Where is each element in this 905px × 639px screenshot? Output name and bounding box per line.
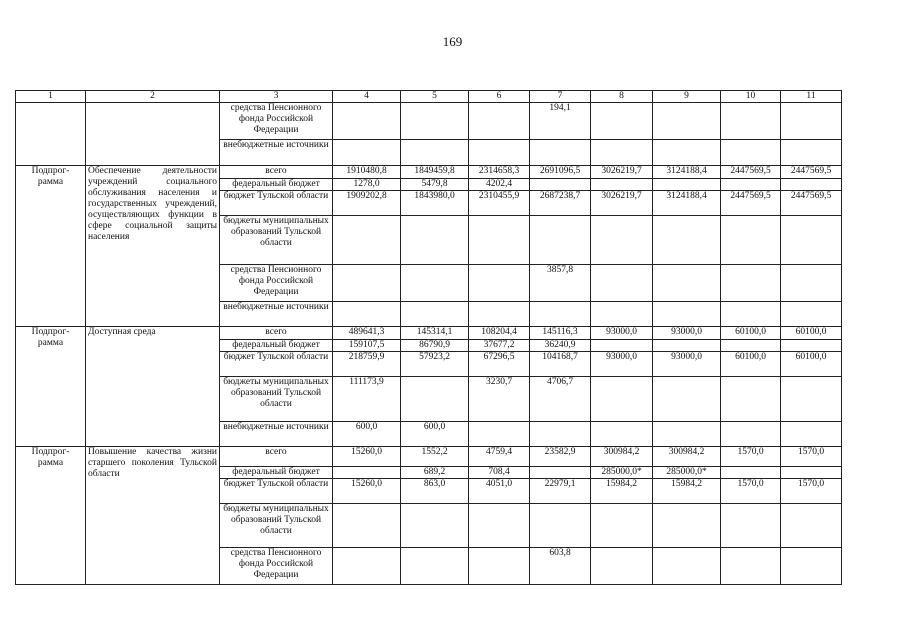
- value-cell: [401, 103, 469, 140]
- column-header: 5: [401, 91, 469, 103]
- value-cell: [530, 504, 591, 548]
- column-header: 3: [220, 91, 333, 103]
- funding-source-cell: внебюджетные источники: [220, 140, 333, 166]
- value-cell: 60100,0: [781, 327, 842, 340]
- value-cell: [401, 216, 469, 265]
- value-cell: [721, 179, 781, 191]
- value-cell: 1570,0: [781, 479, 842, 504]
- value-cell: [401, 302, 469, 327]
- value-cell: 218759,9: [333, 352, 401, 377]
- value-cell: [591, 140, 653, 166]
- table-row: [16, 166, 842, 179]
- value-cell: 2691096,5: [530, 166, 591, 179]
- value-cell: 1552,2: [401, 447, 469, 467]
- value-cell: [530, 179, 591, 191]
- value-cell: 3124188,4: [653, 191, 721, 216]
- value-cell: 108204,4: [469, 327, 530, 340]
- value-cell: 3230,7: [469, 377, 530, 422]
- value-cell: 194,1: [530, 103, 591, 140]
- value-cell: [591, 377, 653, 422]
- value-cell: [530, 422, 591, 447]
- page-number: 169: [442, 34, 463, 49]
- value-cell: [530, 140, 591, 166]
- value-cell: 2687238,7: [530, 191, 591, 216]
- value-cell: 1570,0: [781, 447, 842, 467]
- value-cell: [469, 548, 530, 585]
- value-cell: [333, 467, 401, 479]
- value-cell: [721, 103, 781, 140]
- value-cell: [469, 216, 530, 265]
- value-cell: 2447569,5: [781, 191, 842, 216]
- value-cell: 285000,0*: [653, 467, 721, 479]
- value-cell: [653, 140, 721, 166]
- funding-source-cell: бюджет Тульской области: [220, 191, 333, 216]
- column-header: 9: [653, 91, 721, 103]
- funding-source-cell: бюджеты муниципальных образований Тульской области: [220, 377, 333, 422]
- value-cell: [591, 548, 653, 585]
- value-cell: 285000,0*: [591, 467, 653, 479]
- funding-source-cell: бюджеты муниципальных образований Тульской области: [220, 216, 333, 265]
- value-cell: 689,2: [401, 467, 469, 479]
- value-cell: [653, 504, 721, 548]
- column-header: 7: [530, 91, 591, 103]
- table-row: [16, 103, 842, 140]
- value-cell: [401, 140, 469, 166]
- value-cell: [401, 504, 469, 548]
- value-cell: [530, 302, 591, 327]
- column-header: 6: [469, 91, 530, 103]
- value-cell: [653, 216, 721, 265]
- value-cell: [591, 422, 653, 447]
- value-cell: 600,0: [401, 422, 469, 447]
- row-type-cell: Подпрог- рамма: [16, 447, 86, 585]
- column-header: 1: [16, 91, 86, 103]
- value-cell: 145116,3: [530, 327, 591, 340]
- value-cell: [653, 103, 721, 140]
- table-row: [16, 447, 842, 467]
- value-cell: 37677,2: [469, 340, 530, 352]
- value-cell: [469, 140, 530, 166]
- value-cell: 708,4: [469, 467, 530, 479]
- value-cell: [721, 504, 781, 548]
- value-cell: 36240,9: [530, 340, 591, 352]
- value-cell: [653, 340, 721, 352]
- value-cell: [653, 179, 721, 191]
- value-cell: [653, 422, 721, 447]
- value-cell: [781, 302, 842, 327]
- value-cell: [333, 265, 401, 302]
- value-cell: [401, 548, 469, 585]
- value-cell: 60100,0: [721, 327, 781, 340]
- value-cell: 1909202,8: [333, 191, 401, 216]
- value-cell: 15984,2: [653, 479, 721, 504]
- funding-source-cell: всего: [220, 327, 333, 340]
- funding-source-cell: федеральный бюджет: [220, 179, 333, 191]
- value-cell: [781, 216, 842, 265]
- funding-source-cell: внебюджетные источники: [220, 302, 333, 327]
- value-cell: 1278,0: [333, 179, 401, 191]
- value-cell: [333, 302, 401, 327]
- value-cell: [653, 302, 721, 327]
- budget-table: [15, 90, 842, 585]
- value-cell: 93000,0: [653, 327, 721, 340]
- funding-source-cell: средства Пенсионного фонда Российской Федерации: [220, 265, 333, 302]
- value-cell: [591, 103, 653, 140]
- value-cell: 104168,7: [530, 352, 591, 377]
- value-cell: 67296,5: [469, 352, 530, 377]
- value-cell: 4706,7: [530, 377, 591, 422]
- table-row: [16, 327, 842, 340]
- value-cell: 145314,1: [401, 327, 469, 340]
- value-cell: [591, 340, 653, 352]
- value-cell: [653, 548, 721, 585]
- value-cell: [653, 265, 721, 302]
- value-cell: 2447569,5: [721, 166, 781, 179]
- value-cell: [781, 103, 842, 140]
- value-cell: 1910480,8: [333, 166, 401, 179]
- value-cell: [591, 302, 653, 327]
- value-cell: [781, 340, 842, 352]
- row-type-cell: Подпрог- рамма: [16, 166, 86, 327]
- value-cell: 15984,2: [591, 479, 653, 504]
- value-cell: [333, 504, 401, 548]
- value-cell: 2447569,5: [781, 166, 842, 179]
- value-cell: [721, 467, 781, 479]
- value-cell: 3124188,4: [653, 166, 721, 179]
- value-cell: [333, 103, 401, 140]
- value-cell: [469, 103, 530, 140]
- value-cell: 60100,0: [781, 352, 842, 377]
- value-cell: [333, 548, 401, 585]
- value-cell: [469, 504, 530, 548]
- value-cell: 3026219,7: [591, 191, 653, 216]
- value-cell: 93000,0: [591, 352, 653, 377]
- value-cell: 1570,0: [721, 479, 781, 504]
- value-cell: [781, 265, 842, 302]
- column-header: 8: [591, 91, 653, 103]
- value-cell: [721, 377, 781, 422]
- value-cell: [721, 216, 781, 265]
- value-cell: [781, 140, 842, 166]
- value-cell: 1843980,0: [401, 191, 469, 216]
- funding-source-cell: бюджет Тульской области: [220, 352, 333, 377]
- value-cell: 3857,8: [530, 265, 591, 302]
- value-cell: 2314658,3: [469, 166, 530, 179]
- value-cell: [333, 140, 401, 166]
- value-cell: 4202,4: [469, 179, 530, 191]
- row-type-cell: [16, 103, 86, 166]
- program-name-cell: [86, 103, 220, 166]
- value-cell: [401, 377, 469, 422]
- value-cell: [781, 467, 842, 479]
- column-header: 10: [721, 91, 781, 103]
- value-cell: 93000,0: [653, 352, 721, 377]
- value-cell: [653, 377, 721, 422]
- value-cell: [401, 265, 469, 302]
- program-name-cell: Повышение качества жизни старшего поколения Тульской области: [86, 447, 220, 585]
- value-cell: [591, 265, 653, 302]
- column-header: 11: [781, 91, 842, 103]
- row-type-cell: Подпрог- рамма: [16, 327, 86, 447]
- value-cell: [781, 422, 842, 447]
- value-cell: 60100,0: [721, 352, 781, 377]
- value-cell: 5479,8: [401, 179, 469, 191]
- funding-source-cell: бюджет Тульской области: [220, 479, 333, 504]
- value-cell: 863,0: [401, 479, 469, 504]
- value-cell: 86790,9: [401, 340, 469, 352]
- header-row: [16, 91, 842, 103]
- funding-source-cell: всего: [220, 166, 333, 179]
- funding-source-cell: федеральный бюджет: [220, 340, 333, 352]
- value-cell: [721, 302, 781, 327]
- value-cell: 4759,4: [469, 447, 530, 467]
- value-cell: 489641,3: [333, 327, 401, 340]
- value-cell: 57923,2: [401, 352, 469, 377]
- value-cell: [333, 216, 401, 265]
- value-cell: 15260,0: [333, 479, 401, 504]
- value-cell: [591, 504, 653, 548]
- program-name-cell: Обеспечение деятельности учреждений социального обслуживания населения и государственных учреждений, осуществляющих функции в сфере социальной защиты населения: [86, 166, 220, 327]
- value-cell: [469, 422, 530, 447]
- funding-source-cell: федеральный бюджет: [220, 467, 333, 479]
- value-cell: [721, 548, 781, 585]
- value-cell: [721, 140, 781, 166]
- value-cell: 15260,0: [333, 447, 401, 467]
- value-cell: 3026219,7: [591, 166, 653, 179]
- funding-source-cell: средства Пенсионного фонда Российской Федерации: [220, 548, 333, 585]
- value-cell: 1570,0: [721, 447, 781, 467]
- value-cell: 159107,5: [333, 340, 401, 352]
- value-cell: [721, 340, 781, 352]
- funding-source-cell: внебюджетные источники: [220, 422, 333, 447]
- value-cell: 4051,0: [469, 479, 530, 504]
- value-cell: 2310455,9: [469, 191, 530, 216]
- value-cell: [781, 377, 842, 422]
- value-cell: [721, 265, 781, 302]
- value-cell: [721, 422, 781, 447]
- value-cell: [781, 179, 842, 191]
- value-cell: 300984,2: [591, 447, 653, 467]
- column-header: 2: [86, 91, 220, 103]
- value-cell: 1849459,8: [401, 166, 469, 179]
- value-cell: 300984,2: [653, 447, 721, 467]
- value-cell: [591, 179, 653, 191]
- value-cell: [781, 504, 842, 548]
- funding-source-cell: средства Пенсионного фонда Российской Федерации: [220, 103, 333, 140]
- program-name-cell: Доступная среда: [86, 327, 220, 447]
- column-header: 4: [333, 91, 401, 103]
- value-cell: [530, 216, 591, 265]
- value-cell: 603,8: [530, 548, 591, 585]
- value-cell: [591, 216, 653, 265]
- value-cell: 93000,0: [591, 327, 653, 340]
- value-cell: 22979,1: [530, 479, 591, 504]
- value-cell: 111173,9: [333, 377, 401, 422]
- value-cell: 23582,9: [530, 447, 591, 467]
- value-cell: [530, 467, 591, 479]
- value-cell: [469, 302, 530, 327]
- funding-source-cell: бюджеты муниципальных образований Тульской области: [220, 504, 333, 548]
- funding-source-cell: всего: [220, 447, 333, 467]
- value-cell: [781, 548, 842, 585]
- value-cell: 600,0: [333, 422, 401, 447]
- value-cell: [469, 265, 530, 302]
- value-cell: 2447569,5: [721, 191, 781, 216]
